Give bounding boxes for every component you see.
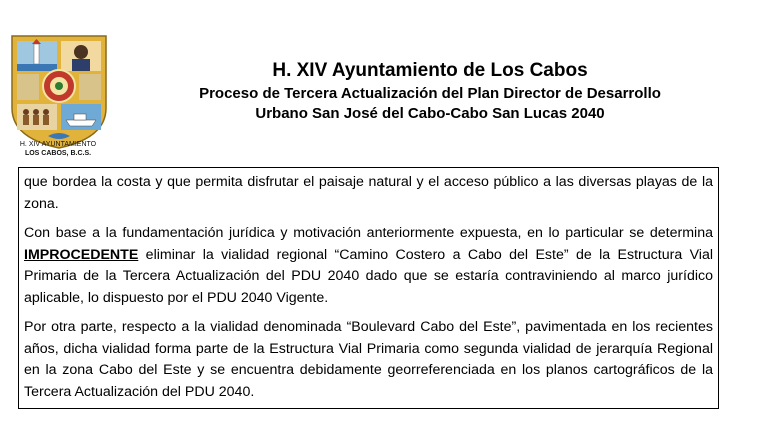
paragraph-2-text-end: eliminar la vialidad regional “Camino Costero a Cabo del Este” de la Estructura Vial Primaria de la Tercera Actualización del PDU 2040 dado que se estaría contraviniendo al marco jurídico aplicable, lo dispuesto por el PDU 2040 Vigente. [24, 246, 713, 306]
improcedente-emphasis: IMPROCEDENTE [24, 246, 139, 263]
paragraph-3: Por otra parte, respecto a la vialidad denominada “Boulevard Cabo del Este”, pavimentada en los recientes años, dicha vialidad forma parte de la Estructura Vial Primaria como segunda vialidad de jerarquía Regional en la zona Cabo del Este y se encuentra debidamente georreferenciada en los planos cartográficos de la Tercera Actualización del PDU 2040. [24, 319, 713, 400]
document-header [110, 58, 750, 124]
paragraph-2 [24, 223, 713, 309]
paragraph-2-text-start: Con base a la fundamentación jurídica y motivación anteriormente expuesta, en lo particular se determina [24, 225, 713, 241]
document-subtitle-line1: Proceso de Tercera Actualización del Plan Director de Desarrollo [199, 85, 661, 102]
logo-caption [6, 140, 110, 158]
document-title: H. XIV Ayuntamiento de Los Cabos [272, 60, 588, 81]
document-body-box [18, 167, 719, 409]
logo-caption-line1: H. XIV AYUNTAMIENTO [19, 141, 97, 148]
coat-of-arms-logo [8, 20, 110, 160]
paragraph-1: que bordea la costa y que permita disfrutar el paisaje natural y el acceso público a las diversas playas de la zona. [24, 174, 713, 212]
logo-caption-line2: LOS CABOS, B.C.S. [24, 150, 92, 157]
document-subtitle-line2: Urbano San José del Cabo-Cabo San Lucas 2040 [255, 105, 605, 122]
